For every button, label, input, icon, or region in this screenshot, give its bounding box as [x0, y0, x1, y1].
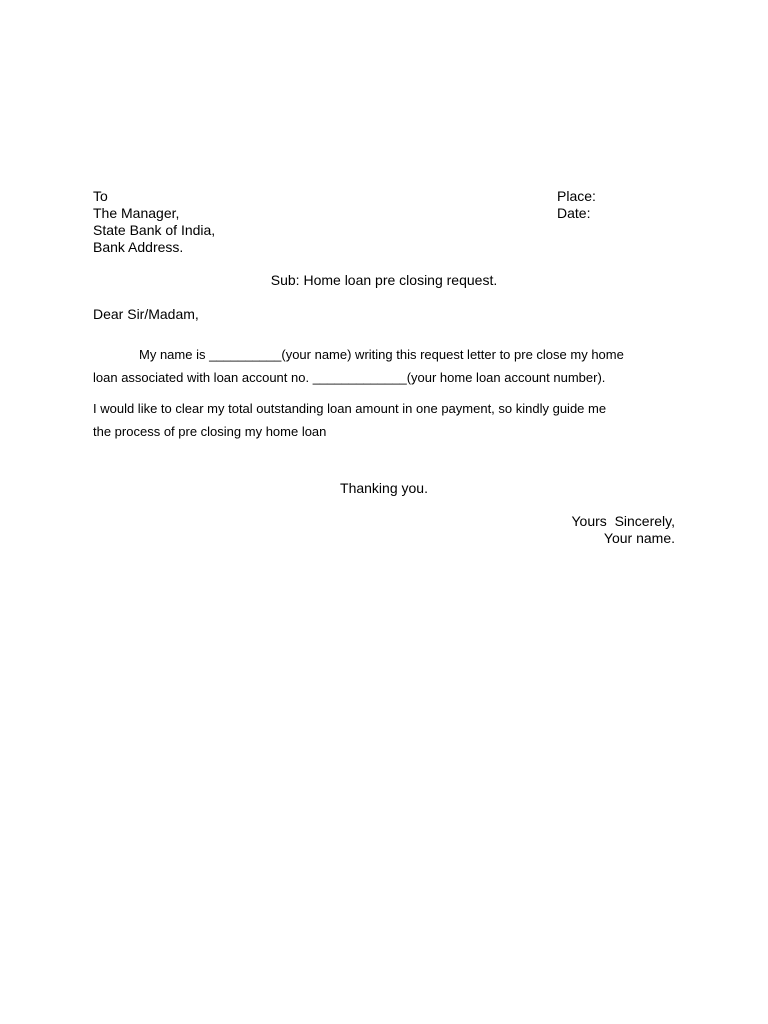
salutation: Dear Sir/Madam,: [93, 306, 199, 322]
recipient-bank: State Bank of India,: [93, 222, 216, 238]
paragraph2-line1: I would like to clear my total outstanding loan amount in one payment, so kindly guide me: [93, 401, 607, 416]
recipient-title: The Manager,: [93, 205, 180, 221]
yours-sincerely: Yours Sincerely,: [571, 513, 675, 529]
recipient-address: Bank Address.: [93, 239, 184, 255]
thanks-line: Thanking you.: [340, 480, 428, 496]
paragraph1-line1: My name is __________(your name) writing this request letter to pre close my home: [139, 347, 624, 362]
subject-line: Sub: Home loan pre closing request.: [270, 272, 498, 288]
signature-name: Your name.: [603, 530, 675, 546]
paragraph1-line2: loan associated with loan account no. _____________(your home loan account number).: [93, 370, 606, 385]
recipient-to: To: [93, 188, 108, 204]
paragraph2-line2: the process of pre closing my home loan: [93, 424, 327, 439]
date-label: Date:: [557, 205, 591, 221]
place-label: Place:: [557, 188, 596, 204]
